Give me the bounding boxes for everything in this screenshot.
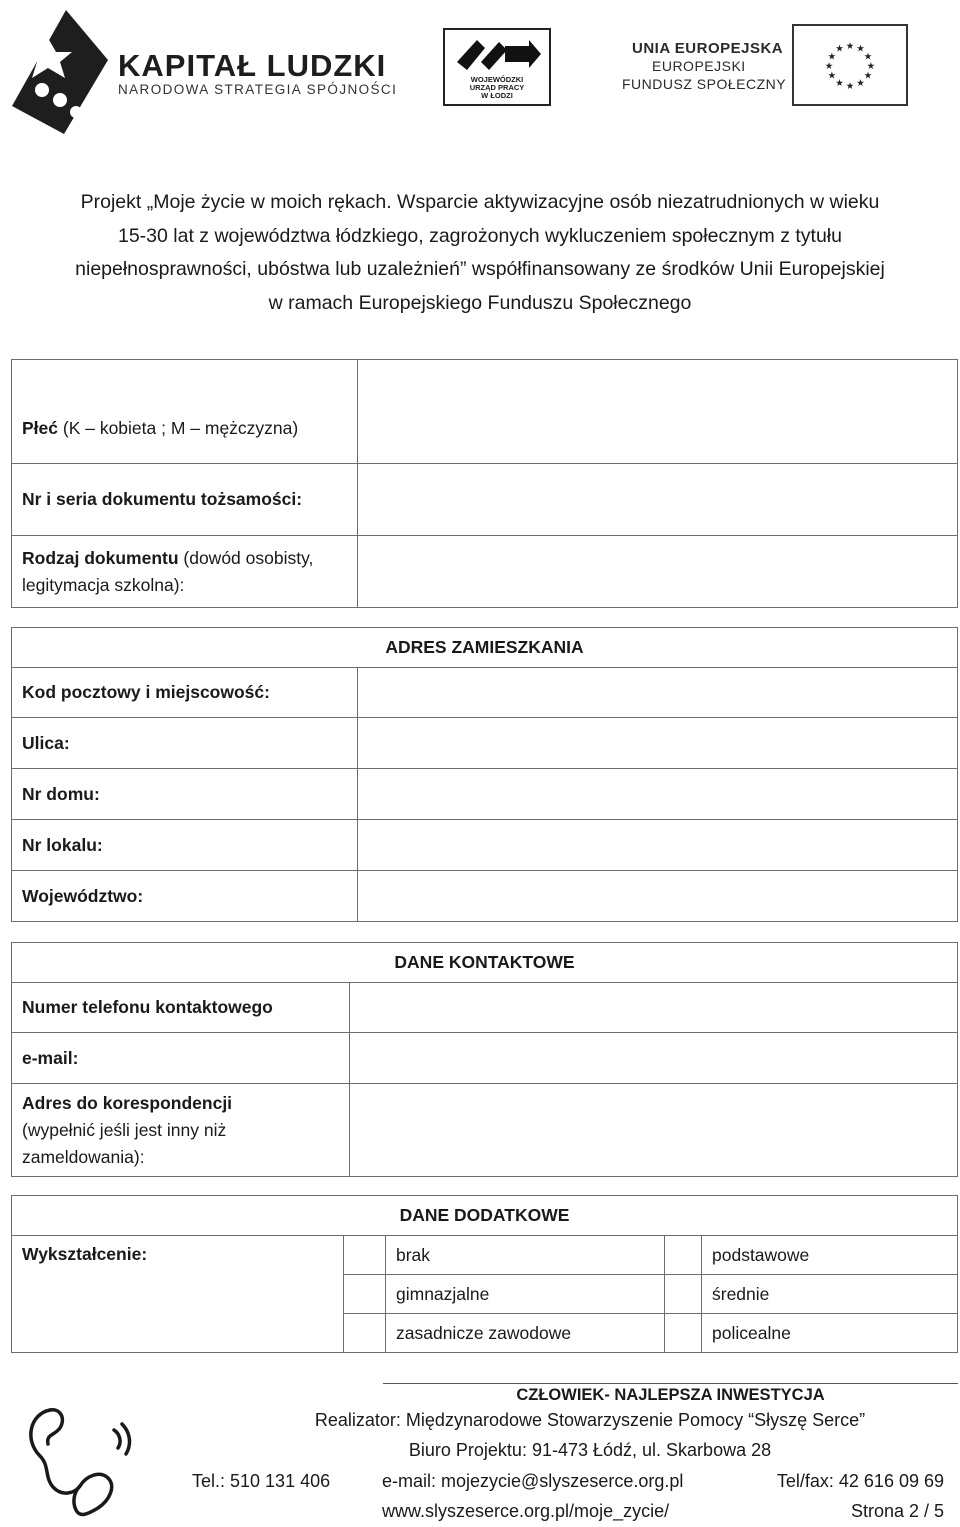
phone-label bbox=[12, 983, 350, 1033]
svg-text:★: ★ bbox=[856, 43, 865, 55]
svg-text:★: ★ bbox=[863, 70, 873, 82]
phone-text: Numer telefonu kontaktowego bbox=[22, 997, 273, 1017]
kapital-ludzki-star-logo bbox=[8, 8, 112, 136]
svg-text:★: ★ bbox=[827, 51, 837, 63]
extra-heading: DANE DODATKOWE bbox=[12, 1196, 958, 1236]
apartment-number-label bbox=[12, 820, 358, 871]
intro-line-4: w ramach Europejskiego Funduszu Społecznego bbox=[268, 291, 692, 314]
svg-text:★: ★ bbox=[845, 80, 855, 92]
id-number-text: Nr i seria dokumentu tożsamości: bbox=[22, 489, 303, 509]
wup-text-2: URZĄD PRACY bbox=[469, 83, 525, 92]
doc-type-hint: (dowód osobisty, legitymacja szkolna): bbox=[22, 547, 314, 595]
doc-type-label: Rodzaj dokumentu bbox=[22, 547, 179, 568]
correspondence-input[interactable] bbox=[350, 1084, 958, 1177]
apartment-number-input[interactable] bbox=[358, 820, 958, 871]
checkbox-policealne[interactable] bbox=[665, 1314, 702, 1353]
footer-website[interactable]: www.slyszeserce.org.pl/moje_zycie/ bbox=[382, 1501, 670, 1521]
education-label: Wykształcenie: bbox=[22, 1244, 148, 1264]
voivodeship-label bbox=[12, 871, 358, 922]
id-number-label bbox=[12, 464, 358, 536]
option-brak: brak bbox=[386, 1236, 665, 1275]
correspondence-label-cell bbox=[12, 1084, 350, 1177]
ue-subtitle-2: FUNDUSZ SPOŁECZNY bbox=[622, 76, 787, 92]
footer-email: e-mail: mojezycie@slyszeserce.org.pl bbox=[382, 1471, 684, 1491]
email-label bbox=[12, 1033, 350, 1084]
option-policealne: policealne bbox=[702, 1314, 958, 1353]
street-text: Ulica: bbox=[22, 732, 70, 753]
phone-input[interactable] bbox=[350, 983, 958, 1033]
email-input[interactable] bbox=[350, 1033, 958, 1084]
svg-text:★: ★ bbox=[863, 51, 873, 63]
street-label bbox=[12, 718, 358, 769]
postal-city-text: Kod pocztowy i miejscowość: bbox=[22, 682, 270, 702]
footer-organizer: Realizator: Międzynarodowe Stowarzyszenie Pomocy “Słyszę Serce” bbox=[314, 1410, 866, 1430]
contact-table bbox=[11, 942, 958, 1177]
personal-data-table bbox=[11, 359, 958, 608]
svg-text:★: ★ bbox=[835, 43, 844, 55]
email-text: e-mail: bbox=[22, 1047, 79, 1068]
contact-heading: DANE KONTAKTOWE bbox=[12, 943, 958, 983]
intro-line-1: Projekt „Moje życie w moich rękach. Wsparcie aktywizacyjne osób niezatrudnionych w wieku bbox=[80, 191, 880, 213]
footer-office: Biuro Projektu: 91-473 Łódź, ul. Skarbowa 28 bbox=[408, 1440, 772, 1460]
house-number-label bbox=[12, 769, 358, 820]
doc-type-label-cell bbox=[12, 536, 358, 608]
intro-line-3: niepełnosprawności, ubóstwa lub uzależnień” współfinansowany ze środków Unii Europejskiej bbox=[75, 258, 885, 280]
option-srednie: średnie bbox=[702, 1275, 958, 1314]
kapital-ludzki-subtitle: NARODOWA STRATEGIA SPÓJNOŚCI bbox=[118, 82, 398, 97]
gender-label: Płeć bbox=[22, 418, 58, 438]
postal-city-label bbox=[12, 668, 358, 718]
education-label-cell bbox=[12, 1236, 344, 1353]
correspondence-label: Adres do korespondencji bbox=[22, 1092, 233, 1113]
apartment-number-text: Nr lokalu: bbox=[22, 834, 103, 855]
page-number: Strona 2 / 5 bbox=[850, 1501, 944, 1521]
footer-divider bbox=[383, 1383, 958, 1384]
address-heading: ADRES ZAMIESZKANIA bbox=[12, 628, 958, 668]
voivodeship-input[interactable] bbox=[358, 871, 958, 922]
kapital-ludzki-title: KAPITAŁ LUDZKI bbox=[118, 48, 387, 83]
footer-slogan: CZŁOWIEK- NAJLEPSZA INWESTYCJA bbox=[516, 1386, 825, 1404]
extra-data-table bbox=[11, 1195, 958, 1353]
checkbox-srednie[interactable] bbox=[665, 1275, 702, 1314]
intro-line-2: 15-30 lat z województwa łódzkiego, zagrożonych wykluczeniem społecznym z tytułu bbox=[117, 224, 842, 247]
ue-subtitle-1: EUROPEJSKI bbox=[652, 58, 746, 74]
wup-text-1: WOJEWÓDZKI bbox=[470, 75, 524, 84]
option-podstawowe: podstawowe bbox=[702, 1236, 958, 1275]
gender-label-cell bbox=[12, 360, 358, 464]
checkbox-gimnazjalne[interactable] bbox=[344, 1275, 386, 1314]
svg-text:★: ★ bbox=[835, 77, 844, 89]
svg-text:★: ★ bbox=[866, 60, 876, 72]
address-table bbox=[11, 627, 958, 922]
svg-text:★: ★ bbox=[827, 70, 837, 82]
doc-type-input[interactable] bbox=[358, 536, 958, 608]
svg-text:★: ★ bbox=[824, 60, 834, 72]
checkbox-zasadnicze[interactable] bbox=[344, 1314, 386, 1353]
id-number-input[interactable] bbox=[358, 464, 958, 536]
street-input[interactable] bbox=[358, 718, 958, 769]
gender-input[interactable] bbox=[358, 360, 958, 464]
wup-lodz-logo bbox=[443, 28, 551, 106]
ue-title: UNIA EUROPEJSKA bbox=[632, 40, 784, 57]
house-number-text: Nr domu: bbox=[22, 783, 100, 804]
svg-text:★: ★ bbox=[845, 40, 855, 52]
wup-text-3: W ŁODZI bbox=[481, 91, 513, 100]
gender-hint: (K – kobieta ; M – mężczyzna) bbox=[58, 418, 299, 438]
option-zasadnicze: zasadnicze zawodowe bbox=[386, 1314, 665, 1353]
footer-tel: Tel.: 510 131 406 bbox=[192, 1471, 331, 1491]
house-number-input[interactable] bbox=[358, 769, 958, 820]
correspondence-hint: (wypełnić jeśli jest inny niż zameldowania): bbox=[22, 1119, 227, 1167]
checkbox-brak[interactable] bbox=[344, 1236, 386, 1275]
postal-city-input[interactable] bbox=[358, 668, 958, 718]
eu-flag-logo bbox=[792, 24, 908, 106]
option-gimnazjalne: gimnazjalne bbox=[386, 1275, 665, 1314]
project-description bbox=[30, 186, 930, 320]
svg-text:★: ★ bbox=[856, 77, 865, 89]
checkbox-podstawowe[interactable] bbox=[665, 1236, 702, 1275]
slysze-serce-logo bbox=[20, 1400, 140, 1520]
footer-fax: Tel/fax: 42 616 09 69 bbox=[776, 1471, 944, 1491]
voivodeship-text: Województwo: bbox=[22, 885, 144, 906]
